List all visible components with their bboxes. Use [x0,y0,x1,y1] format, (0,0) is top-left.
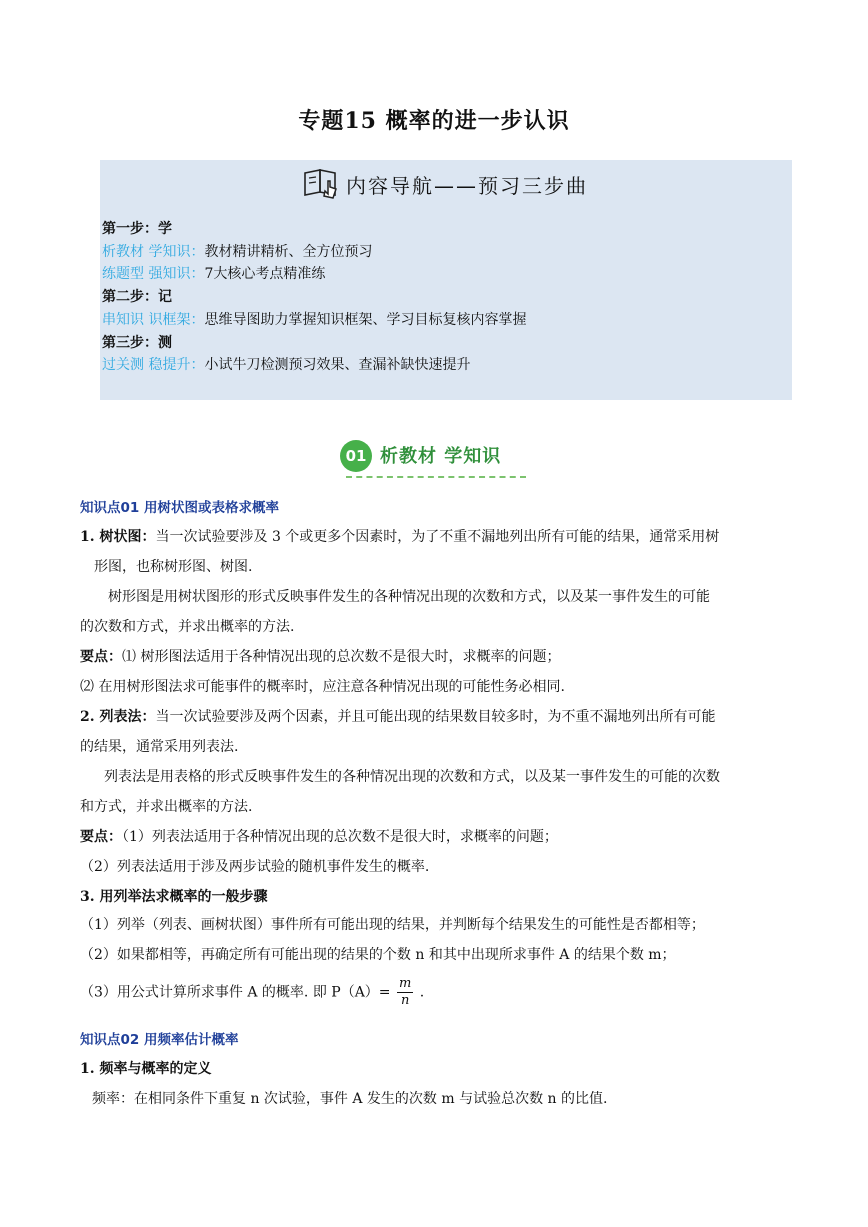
kp1-p7c: （3）用公式计算所求事件 A 的概率. 即 P（A）= [80,984,391,1001]
kp1-p1a: 当一次试验要涉及 3 个或更多个因素时，为了不重不漏地列出所有可能的结果，通常采用树 [155,529,720,545]
page-title: 专题15 概率的进一步认识 [298,108,570,134]
kp1-p3b: ⑵ 在用树形图法求可能事件的概率时，应注意各种情况出现的可能性务必相同. [80,679,565,695]
kp1-p7b: （2）如果都相等，再确定所有可能出现的结果的个数 n 和其中出现所求事件 A 的结果个数 m； [80,947,676,963]
nav-item-4-text: 小试牛刀检测预习效果、查漏补缺快速提升 [204,357,471,374]
nav-item-2-highlight: 练题型 强知识： [102,266,205,283]
nav-header [302,166,588,202]
kp1-note-label: 要点： [80,649,122,665]
probability-fraction [397,976,413,1009]
nav-item-1-highlight: 析教材 学知识： [102,243,205,260]
kp1-p5a: 列表法是用表格的形式反映事件发生的各种情况出现的次数和方式，以及某一事件发生的可能的次数 [104,769,720,785]
nav-item-3-text: 思维导图助力掌握知识框架、学习目标复核内容掌握 [204,311,527,328]
kp1-tree-label: 1. 树状图： [80,529,156,545]
nav-item-1-text: 教材精讲精析、全方位预习 [204,243,373,260]
kp2-title: 知识点02 用频率估计概率 [80,1032,239,1048]
step-1-label: 第一步：学 [102,221,172,237]
kp2-p1a: 频率：在相同条件下重复 n 次试验，事件 A 发生的次数 m 与试验总次数 n 的比值. [92,1091,608,1107]
kp1-table-label: 2. 列表法： [80,709,156,725]
kp1-p6a: （1）列表法适用于各种情况出现的总次数不是很大时，求概率的问题； [122,829,558,845]
nav-item-3-highlight: 串知识 识框架： [102,311,205,328]
kp2-def-title: 1. 频率与概率的定义 [80,1061,212,1077]
book-pointer-icon [302,165,342,203]
section-number: 01 [340,440,372,472]
kp1-p4b: 的结果，通常采用列表法. [80,739,239,755]
kp1-p3a: ⑴ 树形图法适用于各种情况出现的总次数不是很大时，求概率的问题； [122,649,561,665]
kp1-p2b: 的次数和方式，并求出概率的方法. [80,619,295,635]
section-label: 析教材 学知识 [380,446,502,467]
step-3-label: 第三步：测 [102,334,172,351]
navigation-box [100,160,792,400]
kp1-p7a: （1）列举（列表、画树状图）事件所有可能出现的结果，并判断每个结果发生的可能性是否都相等； [80,917,705,933]
kp1-p2a: 树形图是用树状图形的形式反映事件发生的各种情况出现的次数和方式，以及某一事件发生的可能 [108,589,710,605]
kp1-p7c-end: . [419,984,425,1001]
kp1-p5b: 和方式，并求出概率的方法. [80,799,253,815]
fraction-numerator: m [398,976,412,991]
kp1-p1b: 形图，也称树形图、树图. [94,559,253,575]
section-badge [340,440,530,480]
kp1-steps-title: 3. 用列举法求概率的一般步骤 [80,889,268,905]
nav-item-4-highlight: 过关测 稳提升： [102,357,205,374]
kp1-title: 知识点01 用树状图或表格求概率 [80,500,279,516]
nav-item-2-text: 7大核心考点精准练 [204,266,326,283]
fraction-denominator: n [400,993,410,1008]
kp1-note2-label: 要点： [80,829,122,845]
nav-header-text: 内容导航——预习三步曲 [346,173,588,198]
section-underline [346,476,526,478]
step-2-label: 第二步：记 [102,289,172,306]
kp1-p6b: （2）列表法适用于涉及两步试验的随机事件发生的概率. [80,859,430,875]
kp1-p4a: 当一次试验要涉及两个因素，并且可能出现的结果数目较多时，为不重不漏地列出所有可能 [155,709,716,725]
